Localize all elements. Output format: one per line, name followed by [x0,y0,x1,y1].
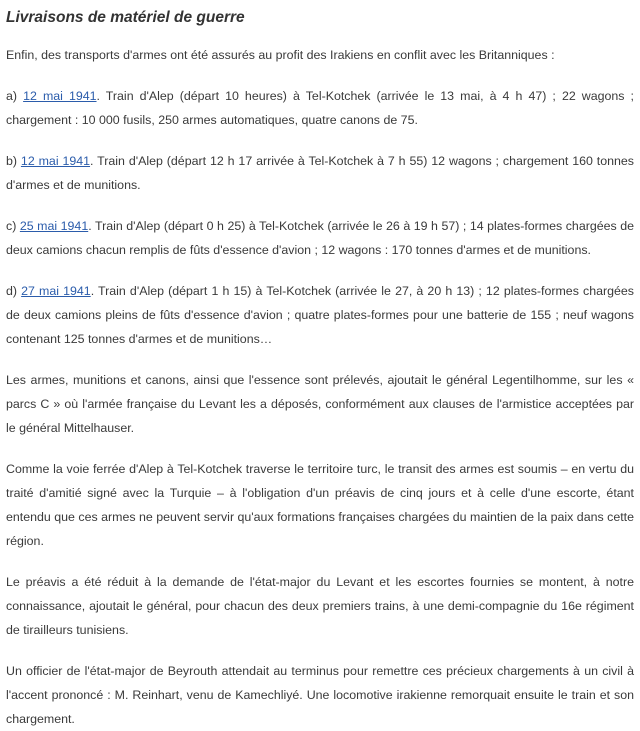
delivery-text: . Train d'Alep (départ 10 heures) à Tel-Kotchek (arrivée le 13 mai, à 4 h 47) ; 22 wagons ; chargement : 10 000 fusils, 250 armes automatiques, quatre canons de 75. [6,89,634,127]
date-link[interactable]: 27 mai 1941 [21,284,91,298]
date-link[interactable]: 12 mai 1941 [23,89,97,103]
delivery-item-a [6,84,634,132]
body-paragraph: Un officier de l'état-major de Beyrouth attendait au terminus pour remettre ces précieux chargements à un civil à l'accent prononcé : M. Reinhart, venu de Kamechliyé. Une locomotive irakienne remorquait ensuite le train et son chargement. [6,664,634,726]
delivery-item-c [6,214,634,262]
date-link[interactable]: 25 mai 1941 [19,219,89,233]
date-link[interactable]: 12 mai 1941 [20,154,91,168]
delivery-prefix: b) [6,154,21,168]
delivery-prefix: c) [6,219,20,233]
body-paragraph: Le préavis a été réduit à la demande de l'état-major du Levant et les escortes fournies se montent, à notre connaissance, ajoutait le général, pour chacun des deux premiers trains, à une demi-compagnie du 16e régiment de tirailleurs tunisiens. [6,575,634,637]
section-title: Livraisons de matériel de guerre [6,9,245,26]
intro-paragraph: Enfin, des transports d'armes ont été assurés au profit des Irakiens en conflit avec les Britanniques : [6,48,555,62]
delivery-prefix: a) [6,89,24,103]
delivery-item-b [6,149,634,197]
delivery-text: . Train d'Alep (départ 0 h 25) à Tel-Kotchek (arrivée le 26 à 19 h 57) ; 14 plates-formes chargées de deux camions chacun remplis de fûts d'essence d'avion ; 12 wagons : 170 tonnes d'armes et de munitions. [6,219,635,257]
delivery-text: . Train d'Alep (départ 12 h 17 arrivée à Tel-Kotchek à 7 h 55) 12 wagons ; chargement 160 tonnes d'armes et de munitions. [6,154,635,192]
delivery-text: . Train d'Alep (départ 1 h 15) à Tel-Kotchek (arrivée le 27, à 20 h 13) ; 12 plates-formes chargées de deux camions pleins de fûts d'essence d'avion ; quatre plates-formes pour une batterie de 155 ; neuf wagons contenant 125 tonnes d'armes et de munitions… [6,284,634,346]
delivery-item-d [6,279,634,351]
body-paragraph: Les armes, munitions et canons, ainsi que l'essence sont prélevés, ajoutait le général Legentilhomme, sur les « parcs C » où l'armée française du Levant les a déposés, conformément aux clauses de l'armistice acceptées par le général Mittelhauser. [6,373,634,435]
body-paragraph: Comme la voie ferrée d'Alep à Tel-Kotchek traverse le territoire turc, le transit des armes est soumis – en vertu du traité d'amitié signé avec la Turquie – à l'obligation d'un préavis de cinq jours et à celle d'une escorte, étant entendu que ces armes ne peuvent servir qu'aux formations françaises chargées du maintien de la paix dans cette région. [6,462,634,548]
delivery-prefix: d) [6,284,22,298]
